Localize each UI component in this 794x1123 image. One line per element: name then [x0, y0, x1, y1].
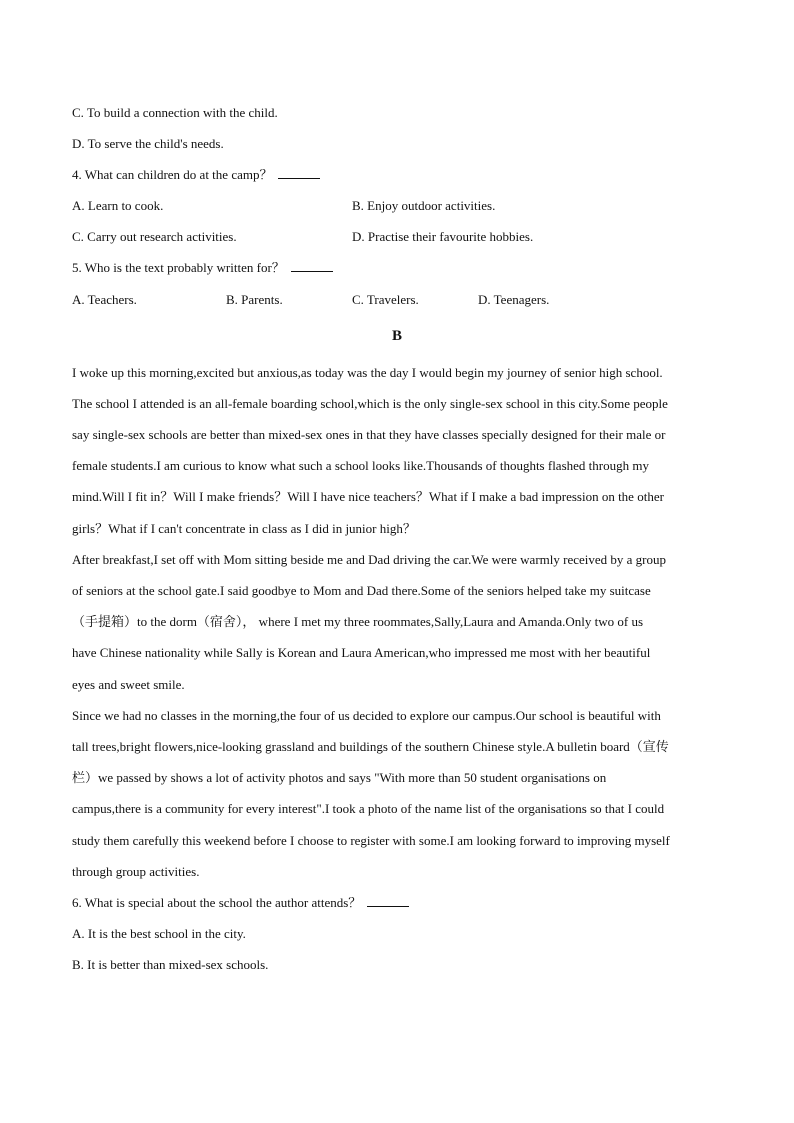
q4-option-c: C. Carry out research activities. — [72, 229, 237, 244]
passage-line: study them carefully this weekend before I choose to register with some.I am looking forward to improving myself — [72, 833, 670, 848]
q5-question-text: 5. Who is the text probably written for？ — [72, 260, 285, 275]
q5-option-c: C. Travelers. — [352, 292, 419, 307]
passage-line: have Chinese nationality while Sally is Korean and Laura American,who impressed me most with her beautiful — [72, 645, 651, 660]
answer-blank[interactable] — [291, 260, 333, 272]
passage-line: 栏）we passed by shows a lot of activity photos and says "With more than 50 student organisations on — [72, 770, 607, 785]
q4-option-d: D. Practise their favourite hobbies. — [352, 229, 534, 244]
passage-line: girls？What if I can't concentrate in class as I did in junior high？ — [72, 521, 416, 536]
q3-option-c: C. To build a connection with the child. — [72, 105, 278, 120]
passage-line: eyes and sweet smile. — [72, 677, 185, 692]
q3-option-d: D. To serve the child's needs. — [72, 136, 224, 151]
q5-option-b: B. Parents. — [226, 292, 283, 307]
q5-question — [72, 260, 722, 276]
q5-option-a: A. Teachers. — [72, 292, 137, 307]
answer-blank[interactable] — [367, 895, 409, 907]
passage-line: After breakfast,I set off with Mom sitting beside me and Dad driving the car.We were warmly received by a group — [72, 552, 666, 567]
passage-line: mind.Will I fit in？Will I make friends？Will I have nice teachers？What if I make a bad impression on the other — [72, 489, 664, 504]
q4-option-b: B. Enjoy outdoor activities. — [352, 198, 496, 213]
passage-line: of seniors at the school gate.I said goodbye to Mom and Dad there.Some of the seniors helped take my suitcase — [72, 583, 651, 598]
q6-option-b: B. It is better than mixed-sex schools. — [72, 957, 269, 972]
passage-line: through group activities. — [72, 864, 200, 879]
q4-option-a: A. Learn to cook. — [72, 198, 164, 213]
passage-line: say single-sex schools are better than mixed-sex ones in that they have classes specially designed for their male or — [72, 427, 666, 442]
passage-line: The school I attended is an all-female boarding school,which is the only single-sex school in this city.Some people — [72, 396, 668, 411]
answer-blank[interactable] — [278, 167, 320, 179]
q5-option-d: D. Teenagers. — [478, 292, 550, 307]
q6-question — [72, 895, 722, 911]
passage-line: campus,there is a community for every interest".I took a photo of the name list of the organisations so that I could — [72, 801, 665, 816]
q4-question — [72, 167, 722, 183]
section-heading: B — [391, 328, 402, 344]
passage-line: Since we had no classes in the morning,the four of us decided to explore our campus.Our school is beautiful with — [72, 708, 661, 723]
passage-line: female students.I am curious to know what such a school looks like.Thousands of thoughts flashed through my — [72, 458, 649, 473]
q6-option-a: A. It is the best school in the city. — [72, 926, 246, 941]
passage-line: I woke up this morning,excited but anxious,as today was the day I would begin my journey of senior high school. — [72, 365, 663, 380]
q6-question-text: 6. What is special about the school the author attends？ — [72, 895, 362, 910]
q4-question-text: 4. What can children do at the camp？ — [72, 167, 273, 182]
passage-line: tall trees,bright flowers,nice-looking grassland and buildings of the southern Chinese style.A bulletin board（宣传 — [72, 739, 669, 754]
passage-line: （手提箱）to the dorm（宿舍）， where I met my three roommates,Sally,Laura and Amanda.Only two of us — [72, 614, 644, 629]
